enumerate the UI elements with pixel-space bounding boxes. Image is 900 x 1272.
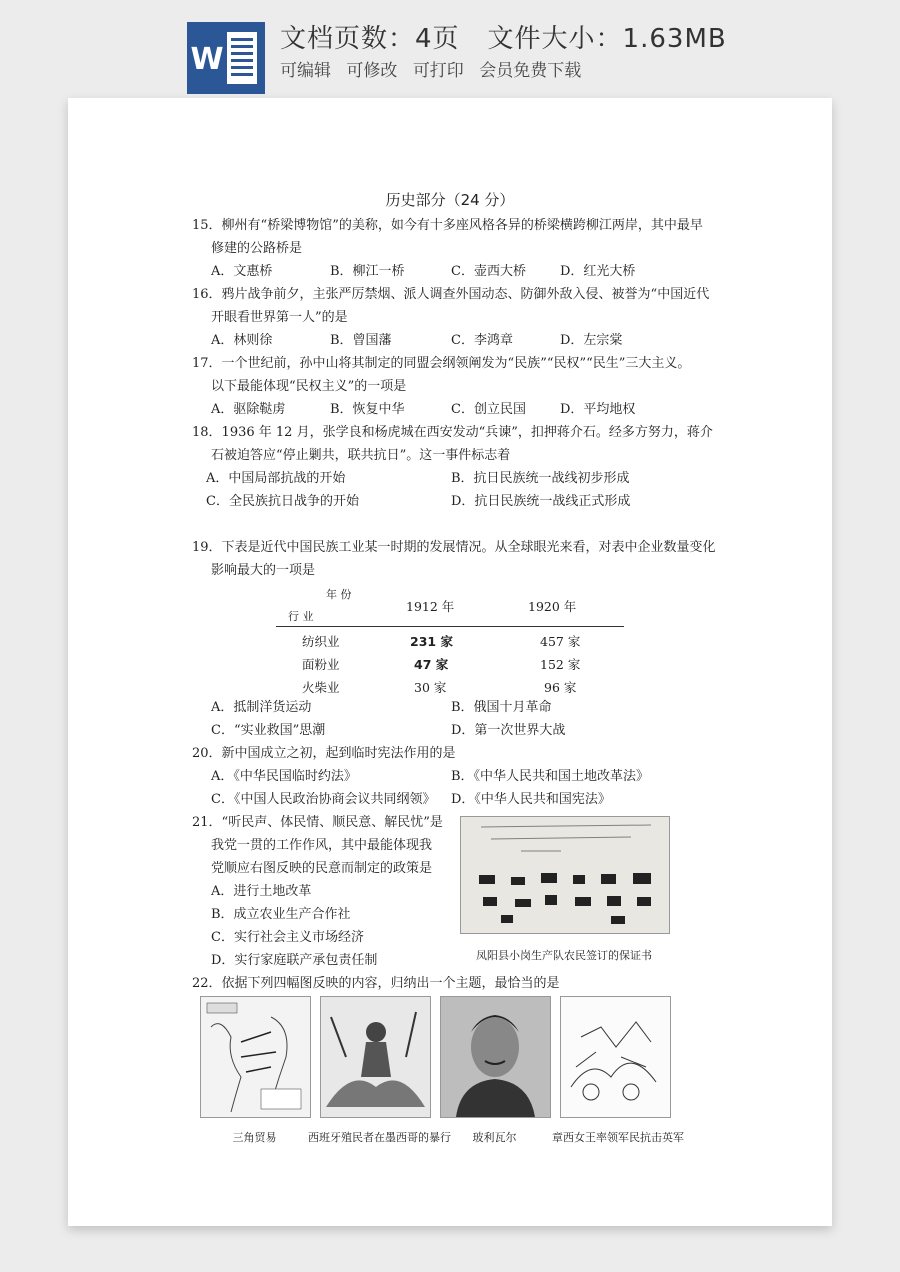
q17-stem-line2: 以下最能体现“民权主义”的一项是 (211, 379, 407, 394)
feature-editable: 可编辑 (280, 61, 331, 81)
file-size: 文件大小：1.63MB (487, 24, 727, 54)
q17-option-a: A．驱除鞑虏 (211, 402, 286, 417)
q19-option-c: C．“实业救国”思潮 (211, 723, 326, 738)
q17-option-d: D．平均地权 (560, 402, 636, 417)
caption-bolivar: 玻利瓦尔 (472, 1131, 517, 1144)
q19-stem-line1: 19．下表是近代中国民族工业某一时期的发展情况。从全球眼光来看，对表中企业数量变化 (192, 540, 716, 555)
caption-triangle-trade: 三角贸易 (232, 1131, 277, 1144)
q15-option-d: D．红光大桥 (560, 264, 636, 279)
table-header-rule (276, 626, 624, 627)
q17-option-c: C．创立民国 (451, 402, 526, 417)
q22-stem: 22．依据下列四幅图反映的内容，归纳出一个主题，最恰当的是 (192, 976, 560, 991)
q19-option-d: D．第一次世界大战 (451, 723, 566, 738)
table-header-1912: 1912 年 (406, 599, 455, 614)
q20-stem: 20．新中国成立之初，起到临时宪法作用的是 (192, 746, 456, 761)
q20-option-d: D．《中华人民共和国宪法》 (451, 792, 611, 807)
q20-option-b: B．《中华人民共和国土地改革法》 (451, 769, 650, 784)
table-row-name: 火柴业 (302, 680, 340, 695)
table-cell-1912: 231 家 (410, 634, 453, 649)
q19-stem-line2: 影响最大的一项是 (211, 563, 316, 578)
q18-stem-line2: 石被迫答应“停止剿共，联共抗日”。这一事件标志着 (211, 448, 511, 463)
q18-option-c: C．全民族抗日战争的开始 (206, 494, 359, 509)
feature-member-download[interactable]: 会员免费下载 (479, 61, 582, 81)
q21-option-c: C．实行社会主义市场经济 (211, 930, 364, 945)
document-info-banner (0, 0, 900, 100)
q20-option-a: A．《中华民国临时约法》 (211, 769, 357, 784)
q21-option-b: B．成立农业生产合作社 (211, 907, 351, 922)
feature-printable: 可打印 (412, 61, 464, 81)
q21-stem-line1: 21．“听民声、体民情、顺民意、解民忧”是 (192, 815, 443, 830)
word-document-icon (187, 22, 265, 94)
caption-rani-lakshmibai: 章西女王率领军民抗击英军 (552, 1131, 684, 1144)
q16-option-c: C．李鸿章 (451, 333, 513, 348)
q15-option-c: C．壶西大桥 (451, 264, 526, 279)
xiaogang-pledge-image (460, 816, 670, 934)
svg-text:W: W (190, 42, 224, 77)
q15-option-a: A．文惠桥 (211, 264, 273, 279)
bolivar-portrait-image (440, 996, 551, 1118)
q16-option-b: B．曾国藩 (330, 333, 392, 348)
table-cell-1920: 96 家 (544, 680, 577, 695)
table-corner-industry: 行 业 (288, 610, 314, 623)
q15-option-b: B．柳江一桥 (330, 264, 405, 279)
rani-lakshmibai-image (560, 996, 671, 1118)
table-row-name: 面粉业 (302, 657, 340, 672)
q16-stem-line1: 16．鸦片战争前夕，主张严厉禁烟、派人调查外国动态、防御外敌入侵、被誉为“中国近代 (192, 287, 710, 302)
section-title: 历史部分（24 分） (385, 191, 515, 209)
q20-option-c: C．《中国人民政治协商会议共同纲领》 (211, 792, 436, 807)
table-cell-1912: 30 家 (414, 680, 447, 695)
table-corner-year: 年 份 (326, 588, 352, 601)
table-header-1920: 1920 年 (528, 599, 577, 614)
q19-option-b: B．俄国十月革命 (451, 700, 552, 715)
q21-option-d: D．实行家庭联产承包责任制 (211, 953, 378, 968)
q17-stem-line1: 17．一个世纪前，孙中山将其制定的同盟会纲领阐发为“民族”“民权”“民生”三大主义。 (192, 356, 691, 371)
q18-option-a: A．中国局部抗战的开始 (206, 471, 346, 486)
q18-option-d: D．抗日民族统一战线正式形成 (451, 494, 631, 509)
feature-modifiable: 可修改 (346, 61, 398, 81)
spanish-colonists-image (320, 996, 431, 1118)
caption-spanish-colonists: 西班牙殖民者在墨西哥的暴行 (308, 1131, 451, 1144)
q15-stem-line2: 修建的公路桥是 (211, 241, 303, 256)
document-page (68, 98, 832, 1226)
q16-stem-line2: 开眼看世界第一人”的是 (211, 310, 348, 325)
table-cell-1912: 47 家 (414, 657, 449, 672)
page-count: 文档页数：4页 (280, 24, 460, 54)
table-cell-1920: 152 家 (540, 657, 581, 672)
document-meta-title (280, 18, 755, 55)
q21-stem-line3: 党顺应右图反映的民意而制定的政策是 (211, 861, 433, 876)
q18-stem-line1: 18．1936 年 12 月，张学良和杨虎城在西安发动“兵谏”，扣押蒋介石。经多方努力，蒋介 (192, 425, 713, 440)
q15-stem-line1: 15．柳州有“桥梁博物馆”的美称，如今有十多座风格各异的桥梁横跨柳江两岸，其中最早 (192, 218, 703, 233)
table-row-name: 纺织业 (302, 634, 340, 649)
table-cell-1920: 457 家 (540, 634, 581, 649)
industry-table (276, 583, 626, 693)
xiaogang-image-caption: 凤阳县小岗生产队农民签订的保证书 (476, 949, 652, 962)
q17-option-b: B．恢复中华 (330, 402, 405, 417)
q16-option-a: A．林则徐 (211, 333, 273, 348)
q16-option-d: D．左宗棠 (560, 333, 623, 348)
q18-option-b: B．抗日民族统一战线初步形成 (451, 471, 630, 486)
triangle-trade-map-image (200, 996, 311, 1118)
q21-option-a: A．进行土地改革 (211, 884, 312, 899)
q21-stem-line2: 我党一贯的工作作风，其中最能体现我 (211, 838, 433, 853)
q19-option-a: A．抵制洋货运动 (211, 700, 312, 715)
document-features (280, 56, 591, 81)
